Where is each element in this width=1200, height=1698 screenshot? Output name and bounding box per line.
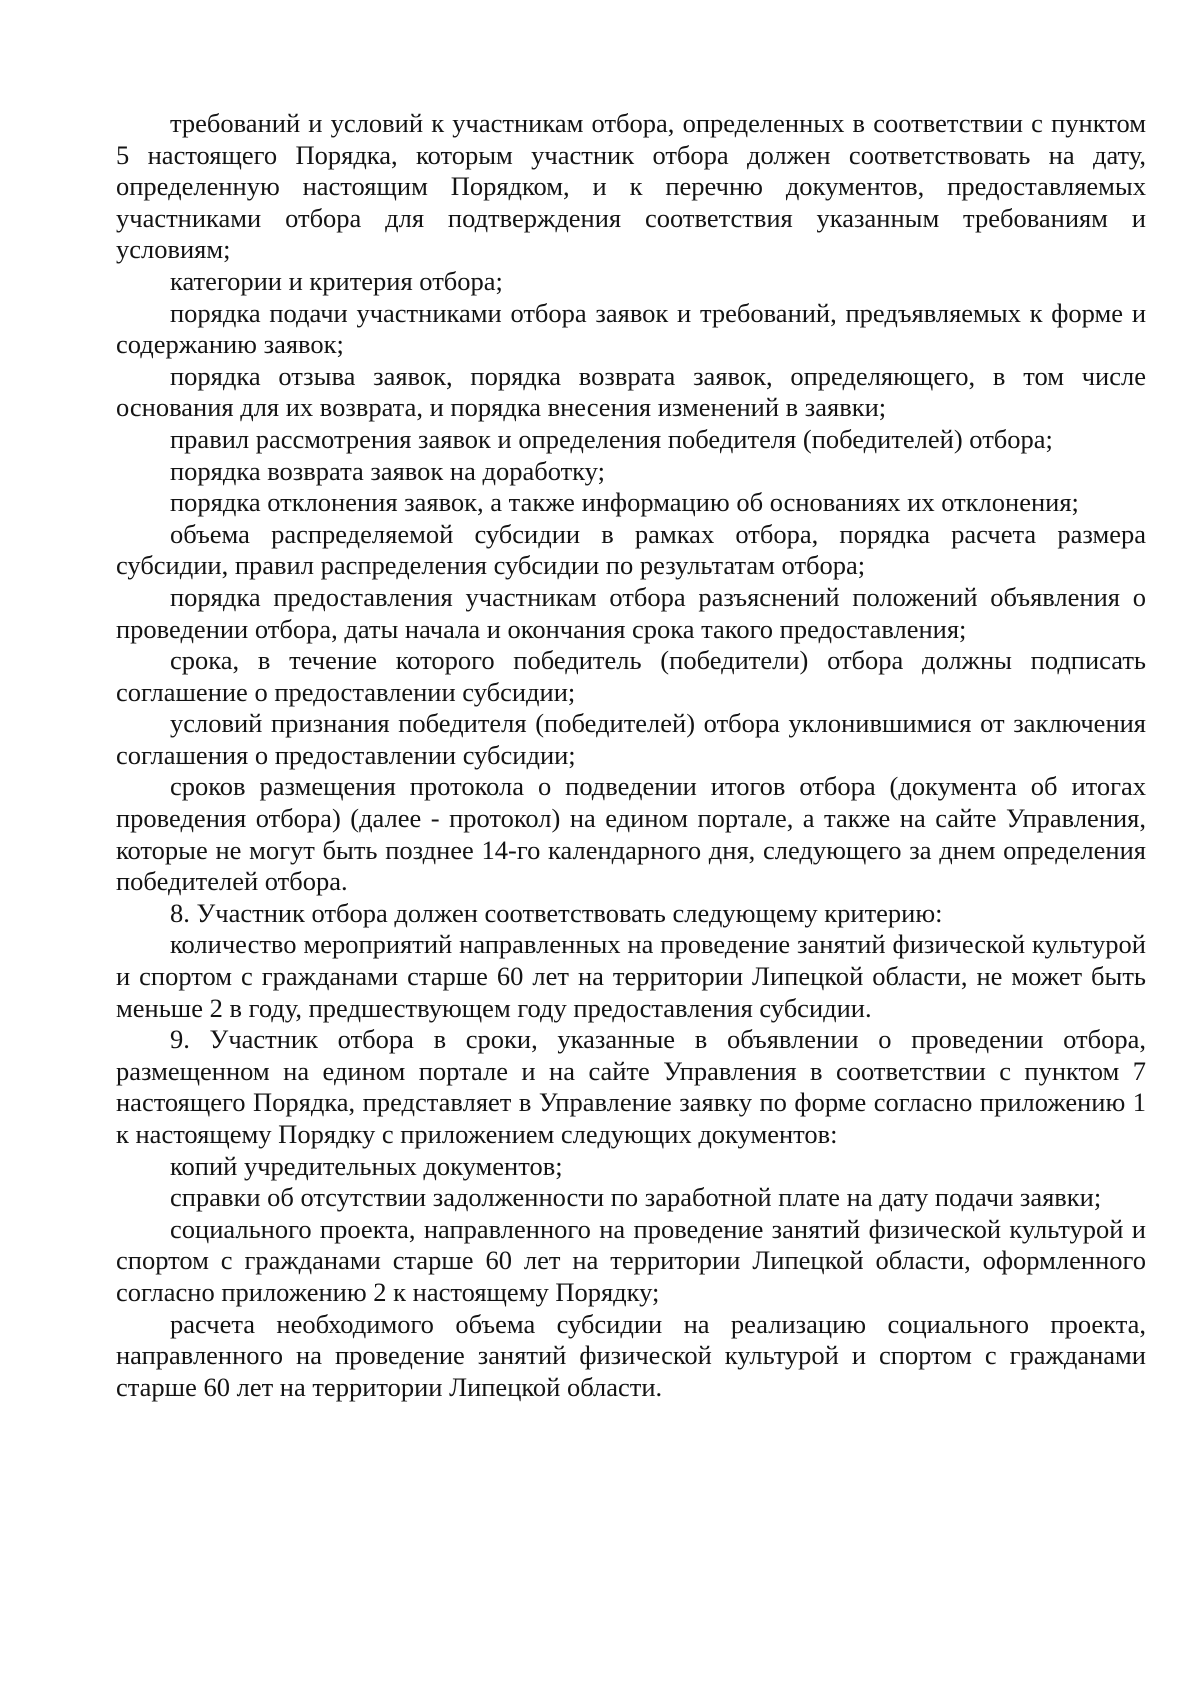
paragraph-salary-debt-certificate: справки об отсутствии задолженности по заработной плате на дату подачи заявки;: [170, 1182, 1102, 1213]
paragraph-item-9: 9. Участник отбора в сроки, указанные в объявлении о проведении отбора, размещенном на едином портале и на сайте Управления в соответствии с пунктом 7 настоящего Порядка, представляет в Управление заявку по форме согласно приложению 1 к настоящему Порядку с приложением следующих документов:: [116, 1024, 1146, 1149]
paragraph-protocol-deadlines: сроков размещения протокола о подведении итогов отбора (документа об итогах проведения отбора) (далее - протокол) на едином портале, а также на сайте Управления, которые не могут быть позднее 14-го календарного дня, следующего за днем определения победителей отбора.: [116, 771, 1146, 897]
paragraph-review-rules: правил рассмотрения заявок и определения победителя (победителей) отбора;: [170, 423, 1053, 454]
paragraph-category-criteria: категории и критерия отбора;: [170, 265, 503, 296]
paragraph-return-for-revision: порядка возврата заявок на доработку;: [170, 455, 605, 486]
paragraph-subsidy-calculation: расчета необходимого объема субсидии на реализацию социального проекта, направленного на проведение занятий физической культурой и спортом с гражданами старше 60 лет на территории Липецкой области.: [116, 1308, 1146, 1402]
paragraph-subsidy-volume: объема распределяемой субсидии в рамках отбора, порядка расчета размера субсидии, правил распределения субсидии по результатам отбора;: [116, 518, 1146, 581]
paragraph-signing-deadline: срока, в течение которого победитель (победители) отбора должны подписать соглашение о предоставлении субсидии;: [116, 645, 1146, 707]
paragraph-criterion: количество мероприятий направленных на проведение занятий физической культурой и спортом с гражданами старше 60 лет на территории Липецкой области, не может быть меньше 2 в году, предшествующем году предоставления субсидии.: [116, 929, 1146, 1023]
paragraph-founding-documents: копий учредительных документов;: [170, 1150, 563, 1181]
paragraph-requirements: требований и условий к участникам отбора, определенных в соответствии с пунктом 5 настоящего Порядка, которым участник отбора должен соответствовать на дату, определенную настоящим Порядком, и к перечню документов, предоставляемых участниками отбора для подтверждения соответствия указанным требованиям и условиям;: [116, 108, 1146, 265]
paragraph-withdrawal-order: порядка отзыва заявок, порядка возврата заявок, определяющего, в том числе основания для их возврата, и порядка внесения изменений в заявки;: [116, 360, 1146, 423]
paragraph-clarifications: порядка предоставления участникам отбора разъяснений положений объявления о проведении отбора, даты начала и окончания срока такого предоставления;: [116, 581, 1146, 644]
paragraph-evasion-conditions: условий признания победителя (победителей) отбора уклонившимися от заключения соглашения о предоставлении субсидии;: [116, 708, 1146, 770]
paragraph-rejection-order: порядка отклонения заявок, а также информацию об основаниях их отклонения;: [170, 487, 1079, 518]
paragraph-social-project: социального проекта, направленного на проведение занятий физической культурой и спортом с гражданами старше 60 лет на территории Липецкой области, оформленного согласно приложению 2 к настоящему Порядку;: [116, 1213, 1146, 1307]
paragraph-item-8: 8. Участник отбора должен соответствовать следующему критерию:: [170, 897, 943, 928]
paragraph-submission-order: порядка подачи участниками отбора заявок и требований, предъявляемых к форме и содержанию заявок;: [116, 297, 1146, 360]
document-body: [116, 108, 1146, 1403]
